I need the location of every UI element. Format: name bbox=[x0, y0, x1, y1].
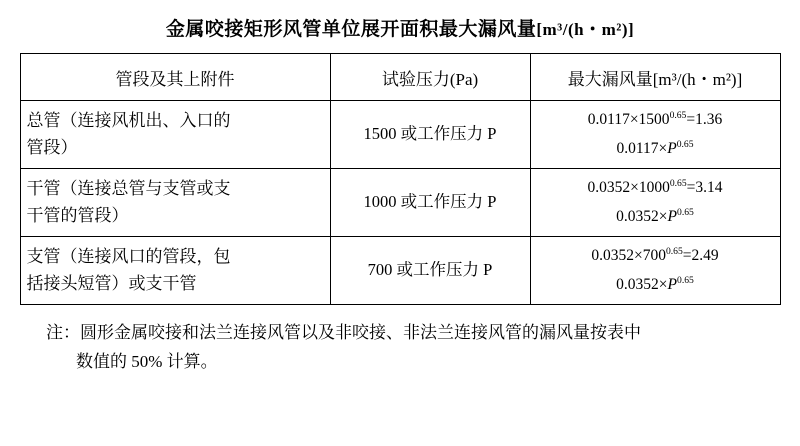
leakage-result: =1.36 bbox=[686, 111, 723, 128]
pressure-value: 1500 或工作压力 P bbox=[363, 124, 497, 144]
cell-leakage bbox=[530, 168, 780, 236]
leakage-formula-numeric bbox=[537, 241, 774, 270]
cell-pressure bbox=[330, 101, 530, 169]
leakage-variable: P bbox=[667, 276, 678, 294]
page-title-unit: [m³/(h・m²)] bbox=[536, 20, 635, 39]
cell-segment bbox=[20, 236, 330, 304]
table-row bbox=[20, 101, 780, 169]
leakage-coeff-expr: 0.0352×1000 bbox=[587, 178, 670, 196]
segment-line-2: 括接头短管）或支干管 bbox=[26, 274, 197, 294]
leakage-result: =2.49 bbox=[682, 246, 719, 264]
table-body bbox=[20, 101, 780, 305]
cell-leakage bbox=[530, 101, 780, 169]
leakage-exponent: 0.65 bbox=[665, 245, 683, 257]
note-line-2: 数值的 50% 计算。 bbox=[76, 352, 218, 372]
leakage-coeff: 0.0352× bbox=[616, 208, 668, 226]
pressure-value: 1000 或工作压力 P bbox=[363, 191, 497, 211]
page-title-text: 金属咬接矩形风管单位展开面积最大漏风量 bbox=[165, 19, 537, 40]
segment-line-1: 支管（连接风口的管段，包 bbox=[26, 247, 231, 266]
note-line-1: 注：圆形金属咬接和法兰连接风管以及非咬接、非法兰连接风管的漏风量按表中 bbox=[46, 322, 641, 342]
table-header bbox=[20, 54, 780, 101]
table-row bbox=[20, 236, 780, 304]
page-title bbox=[0, 0, 800, 53]
segment-line-2: 管段） bbox=[26, 138, 78, 158]
leakage-coeff: 0.0117× bbox=[616, 140, 668, 158]
pressure-value: 700 或工作压力 P bbox=[367, 259, 493, 279]
leakage-exponent: 0.65 bbox=[669, 177, 687, 189]
leakage-formula-numeric bbox=[537, 173, 774, 202]
leakage-variable: P bbox=[667, 208, 678, 226]
column-header-pressure: 试验压力(Pa) bbox=[330, 54, 530, 101]
leakage-exponent-general: 0.65 bbox=[676, 139, 694, 151]
column-header-leakage: 最大漏风量[m³/(h・m²)] bbox=[530, 54, 780, 101]
leakage-exponent-general: 0.65 bbox=[677, 275, 694, 287]
table-row bbox=[20, 168, 780, 236]
leakage-coeff: 0.0352× bbox=[616, 276, 668, 294]
cell-leakage bbox=[530, 236, 780, 304]
leakage-formula-general bbox=[537, 134, 774, 163]
leakage-exponent: 0.65 bbox=[669, 109, 687, 121]
table-note bbox=[20, 305, 780, 378]
cell-pressure bbox=[330, 236, 530, 304]
leakage-coeff-expr: 0.0352×700 bbox=[591, 246, 666, 264]
cell-segment bbox=[20, 101, 330, 169]
leakage-variable: P bbox=[667, 140, 677, 158]
table-header-row bbox=[20, 54, 780, 101]
cell-segment bbox=[20, 168, 330, 236]
column-header-segment: 管段及其上附件 bbox=[20, 54, 330, 101]
segment-line-1: 总管（连接风机出、入口的 bbox=[26, 111, 231, 131]
leakage-exponent-general: 0.65 bbox=[677, 207, 694, 219]
leakage-table bbox=[20, 53, 781, 305]
leakage-formula-general bbox=[537, 202, 774, 231]
leakage-formula-numeric bbox=[537, 105, 774, 134]
cell-pressure bbox=[330, 168, 530, 236]
segment-line-2: 干管的管段） bbox=[26, 206, 129, 226]
leakage-result: =3.14 bbox=[686, 178, 723, 196]
segment-line-1: 干管（连接总管与支管或支 bbox=[26, 179, 231, 199]
leakage-coeff-expr: 0.0117×1500 bbox=[587, 111, 670, 128]
leakage-formula-general bbox=[537, 270, 774, 299]
